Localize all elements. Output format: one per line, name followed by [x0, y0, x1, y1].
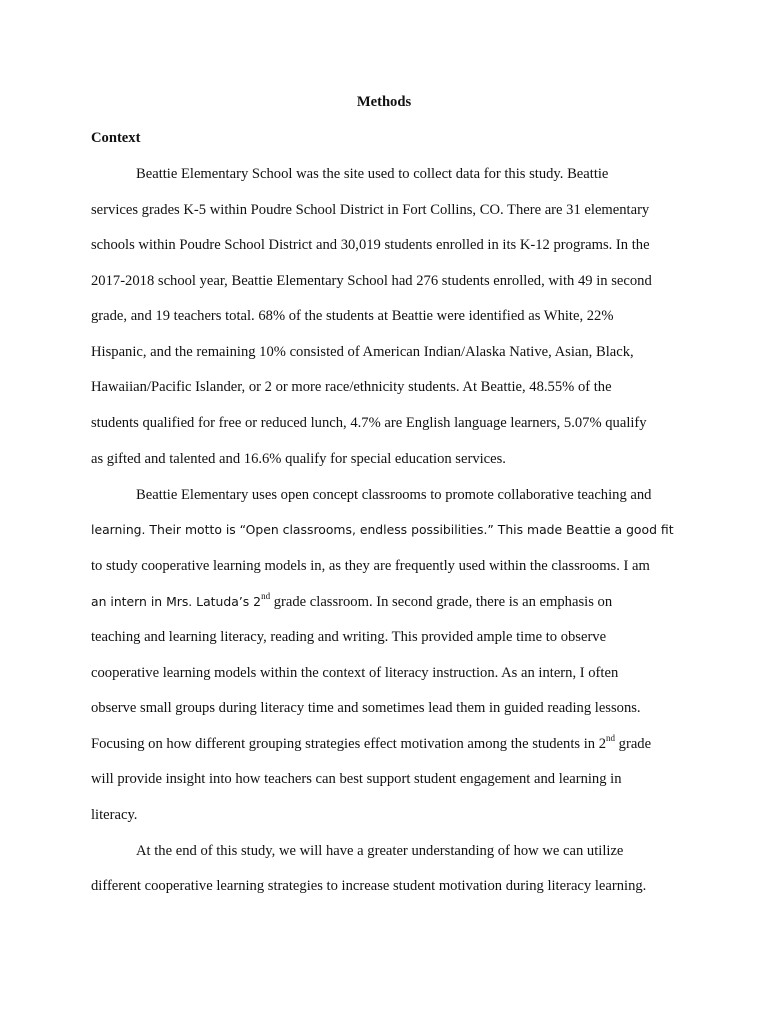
paragraph-line: schools within Poudre School District and 30,019 students enrolled in its K-12 programs. In the: [91, 237, 650, 253]
paragraph-line: learning. Their motto is “Open classrooms, endless possibilities.” This made Beattie a good fit: [91, 522, 674, 537]
section-heading: Context: [91, 130, 141, 146]
paragraph-line: will provide insight into how teachers can best support student engagement and learning in: [91, 771, 622, 787]
paragraph-line: [91, 735, 651, 753]
paragraph-line: grade, and 19 teachers total. 68% of the students at Beattie were identified as White, 22%: [91, 308, 614, 324]
paragraph-line: services grades K-5 within Poudre School District in Fort Collins, CO. There are 31 elementary: [91, 202, 650, 218]
paragraph-line: teaching and learning literacy, reading and writing. This provided ample time to observe: [91, 629, 607, 645]
line-segment: grade: [615, 736, 652, 752]
line-segment: an intern in Mrs. Latuda’s 2: [91, 594, 262, 609]
line-segment: Focusing on how different grouping strategies effect motivation among the students in 2: [91, 736, 607, 752]
paragraph-line: Beattie Elementary School was the site used to collect data for this study. Beattie: [136, 166, 609, 182]
page-title: Methods: [356, 94, 412, 110]
line-segment: grade classroom. In second grade, there is an emphasis on: [270, 594, 613, 610]
paragraph-line: Hispanic, and the remaining 10% consisted of American Indian/Alaska Native, Asian, Black,: [91, 344, 634, 360]
paragraph-line: [91, 593, 612, 611]
superscript: nd: [261, 591, 271, 602]
paragraph-line: students qualified for free or reduced lunch, 4.7% are English language learners, 5.07% qualify: [91, 415, 647, 431]
paragraph-line: observe small groups during literacy time and sometimes lead them in guided reading lessons.: [91, 700, 641, 716]
paragraph-line: 2017-2018 school year, Beattie Elementary School had 276 students enrolled, with 49 in second: [91, 273, 652, 289]
paragraph-line: to study cooperative learning models in, as they are frequently used within the classrooms. I am: [91, 558, 650, 574]
paragraph-line: literacy.: [91, 807, 138, 823]
paragraph-line: Hawaiian/Pacific Islander, or 2 or more race/ethnicity students. At Beattie, 48.55% of the: [91, 379, 612, 395]
paragraph-line: Beattie Elementary uses open concept classrooms to promote collaborative teaching and: [136, 487, 652, 503]
paragraph-line: different cooperative learning strategies to increase student motivation during literacy learning.: [91, 878, 647, 894]
paragraph-line: cooperative learning models within the context of literacy instruction. As an intern, I often: [91, 665, 619, 681]
paragraph-line: At the end of this study, we will have a greater understanding of how we can utilize: [136, 843, 624, 859]
paragraph-line: as gifted and talented and 16.6% qualify for special education services.: [91, 451, 506, 467]
superscript: nd: [606, 733, 616, 744]
